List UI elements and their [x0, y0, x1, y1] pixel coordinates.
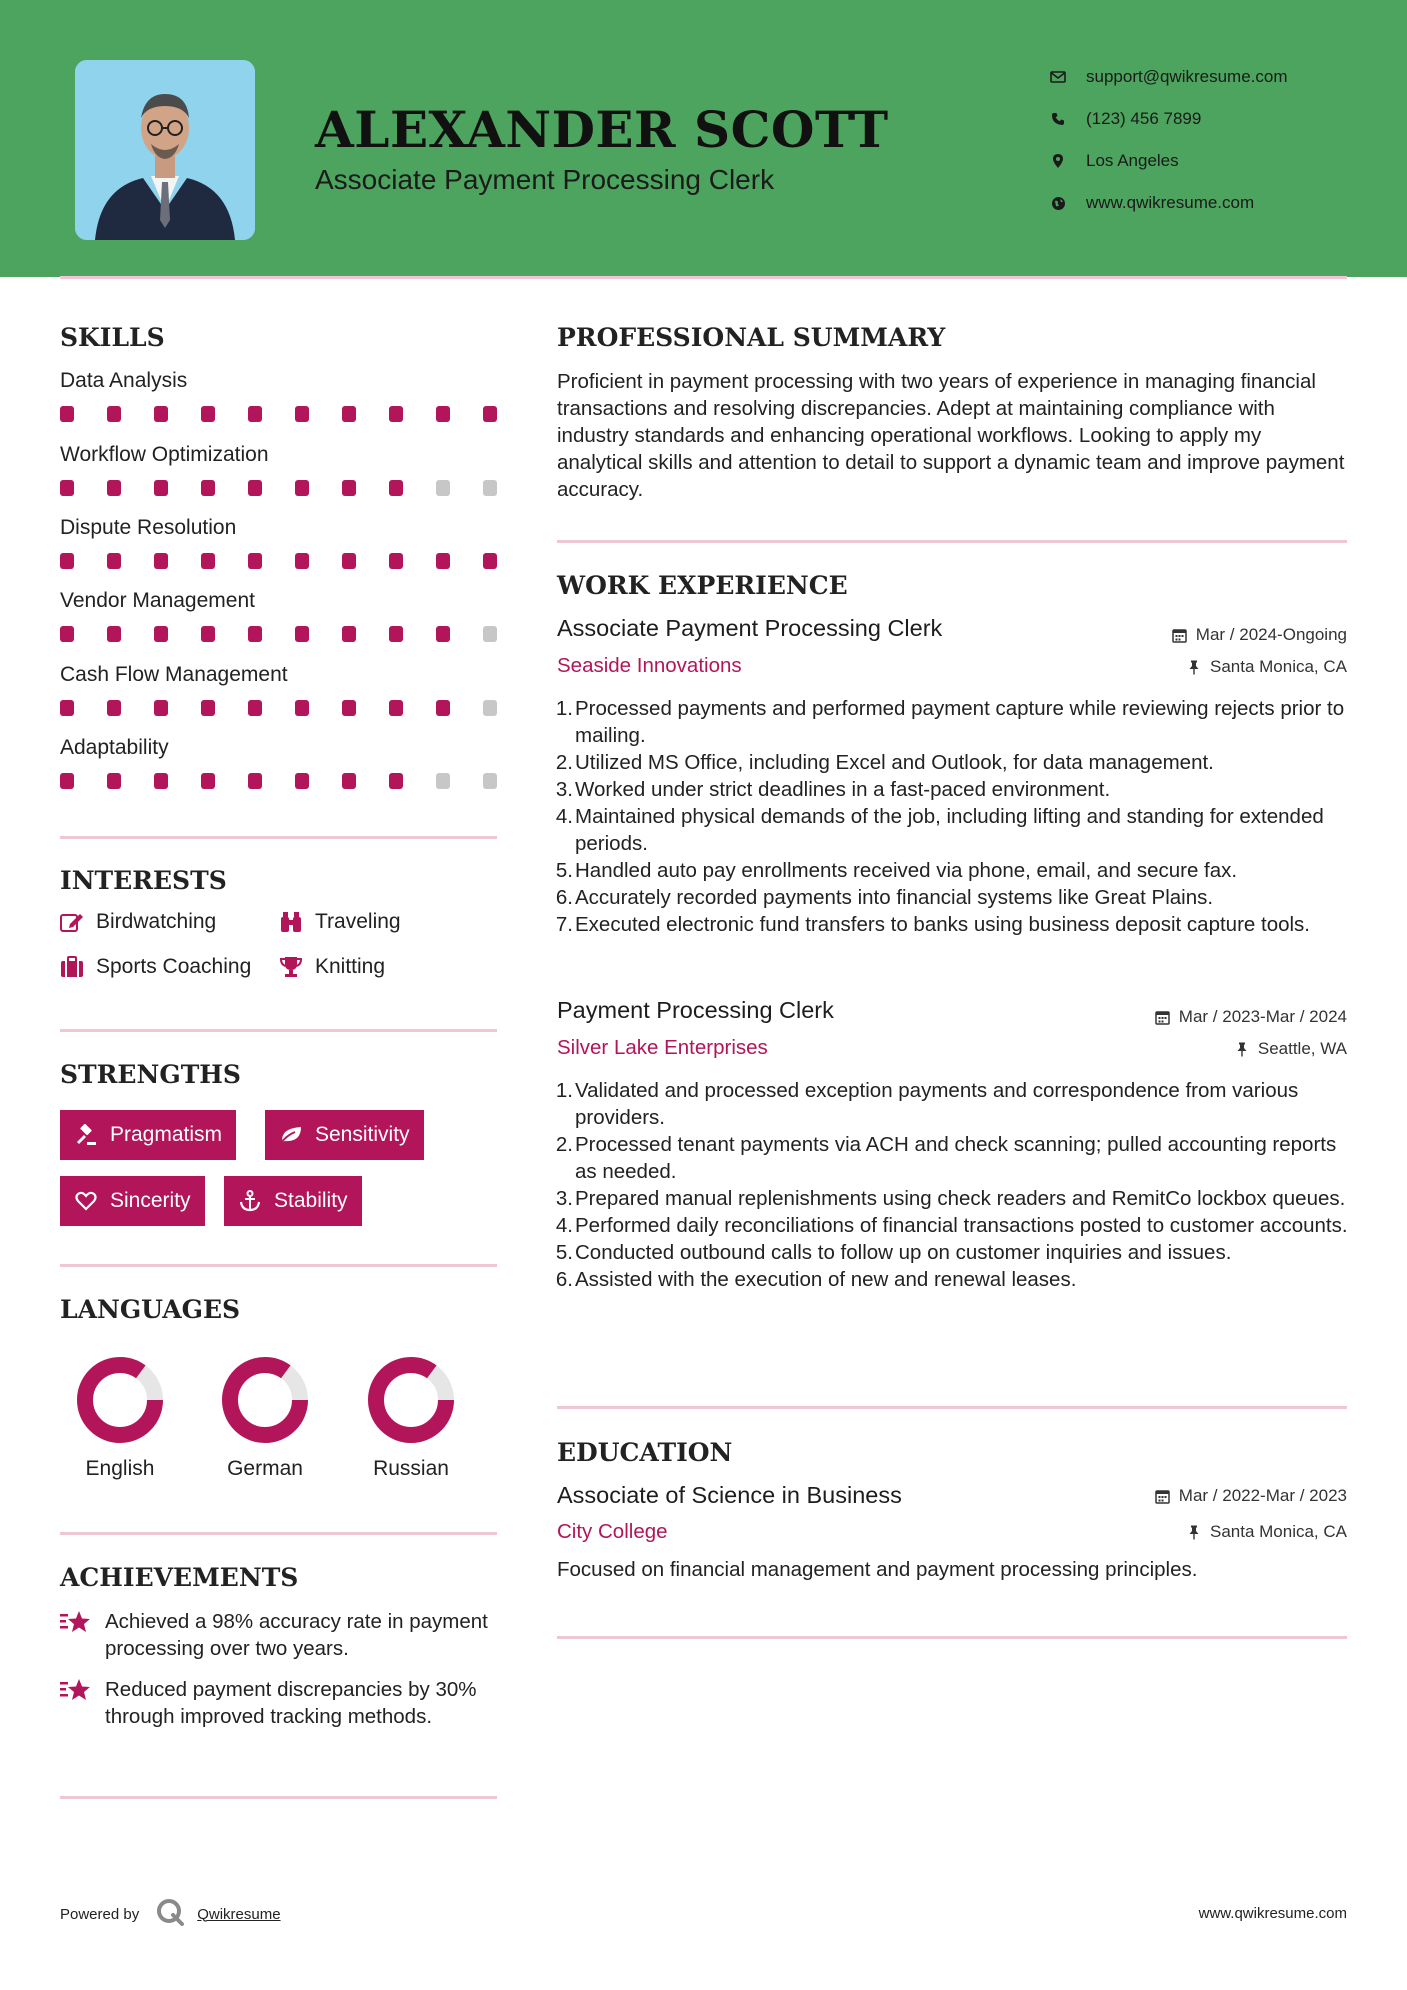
rating-dot-filled — [483, 553, 497, 569]
contact-phone[interactable] — [1050, 98, 1390, 140]
rating-dot-filled — [60, 480, 74, 496]
resume-header — [0, 0, 1407, 277]
section-divider — [60, 836, 497, 839]
achievement-text: Achieved a 98% accuracy rate in payment processing over two years. — [105, 1610, 488, 1660]
summary-text: Proficient in payment processing with two years of experience in managing financial transactions and resolving discrepancies. Adept at maintaining compliance with industry standards and enhancing operational workflows. Looking to apply my analytical skills and attention to detail to support a dynamic team and improve payment accuracy. — [557, 370, 1345, 501]
job-location — [1186, 657, 1347, 677]
interest-label: Birdwatching — [96, 910, 217, 933]
section-divider — [557, 540, 1347, 543]
achievement-item — [60, 1608, 500, 1662]
rating-dot-filled — [389, 553, 403, 569]
language-name: German — [227, 1457, 303, 1480]
section-divider — [557, 1636, 1347, 1639]
job-dates-text: Mar / 2024-Ongoing — [1195, 625, 1347, 644]
rating-dot-filled — [389, 406, 403, 422]
rating-dot-filled — [342, 553, 356, 569]
language-item — [346, 1355, 476, 1481]
job-bullet-text: Worked under strict deadlines in a fast-paced environment. — [575, 778, 1111, 801]
contact-location-text: Los Angeles — [1086, 151, 1179, 170]
calendar-icon — [1172, 627, 1188, 643]
strength-label: Pragmatism — [110, 1123, 223, 1146]
briefcase-icon — [60, 955, 84, 979]
strength-badge — [265, 1110, 424, 1160]
strengths-heading: STRENGTHS — [60, 1060, 241, 1089]
language-ring — [220, 1355, 310, 1445]
job-bullet: 1. Validated and processed exception payments and correspondence from various providers. — [555, 1079, 1299, 1129]
location-icon — [1050, 153, 1066, 169]
job-bullet-text: Maintained physical demands of the job, including lifting and standing for extended periods. — [575, 805, 1324, 855]
interest-item — [60, 955, 251, 979]
experience-heading: WORK EXPERIENCE — [557, 571, 848, 600]
degree-title: Associate of Science in Business — [557, 1482, 902, 1508]
leaf-icon — [279, 1123, 303, 1147]
job-bullets — [557, 1077, 1357, 1293]
skill-rating — [60, 626, 497, 642]
rating-dot-filled — [248, 626, 262, 642]
rating-dot-filled — [295, 406, 309, 422]
education-dates-text: Mar / 2022-Mar / 2023 — [1178, 1486, 1347, 1505]
rating-dot-filled — [436, 553, 450, 569]
rating-dot-filled — [60, 406, 74, 422]
skill-rating — [60, 700, 497, 716]
job-bullet-text: Utilized MS Office, including Excel and Outlook, for data management. — [575, 751, 1214, 774]
rating-dot-filled — [107, 553, 121, 569]
strength-badge — [224, 1176, 362, 1226]
rating-dot-filled — [107, 480, 121, 496]
section-divider — [60, 1264, 497, 1267]
rating-dot-filled — [342, 700, 356, 716]
rating-dot-filled — [107, 406, 121, 422]
skill-name: Vendor Management — [60, 589, 255, 612]
rating-dot-filled — [483, 406, 497, 422]
binoculars-icon — [279, 910, 303, 934]
strength-label: Sincerity — [110, 1189, 191, 1212]
job-bullet: 4. Performed daily reconciliations of financial transactions posted to customer accounts. — [555, 1214, 1348, 1237]
job-bullet: 3. Worked under strict deadlines in a fast-paced environment. — [555, 778, 1111, 801]
achievement-item — [60, 1676, 500, 1730]
rating-dot-empty — [436, 773, 450, 789]
rating-dot-filled — [389, 773, 403, 789]
skill-item — [60, 733, 500, 789]
rating-dot-filled — [389, 700, 403, 716]
rating-dot-filled — [342, 480, 356, 496]
skill-name: Workflow Optimization — [60, 443, 269, 466]
rating-dot-filled — [154, 480, 168, 496]
skill-name: Data Analysis — [60, 369, 188, 392]
job-bullet-text: Handled auto pay enrollments received via phone, email, and secure fax. — [575, 859, 1238, 882]
education-description: Focused on financial management and payment processing principles. — [557, 1558, 1198, 1581]
trophy-icon — [279, 955, 303, 979]
globe-icon — [1050, 195, 1066, 211]
language-ring — [75, 1355, 165, 1445]
qwikresume-link[interactable]: Qwikresume — [197, 1905, 281, 1923]
skill-rating — [60, 480, 497, 496]
profile-photo — [75, 60, 255, 240]
education-location-text: Santa Monica, CA — [1209, 1522, 1347, 1541]
rating-dot-filled — [201, 553, 215, 569]
job-bullet-text: Validated and processed exception payments and correspondence from various providers. — [575, 1079, 1299, 1129]
rating-dot-filled — [295, 553, 309, 569]
section-divider — [60, 1029, 497, 1032]
rating-dot-filled — [60, 626, 74, 642]
interests-heading: INTERESTS — [60, 866, 227, 895]
skill-item — [60, 586, 500, 642]
rating-dot-filled — [389, 626, 403, 642]
contact-email[interactable] — [1050, 56, 1390, 98]
skill-rating — [60, 406, 497, 422]
rating-dot-filled — [342, 626, 356, 642]
rating-dot-filled — [295, 773, 309, 789]
rating-dot-filled — [154, 553, 168, 569]
rating-dot-empty — [483, 626, 497, 642]
rating-dot-filled — [60, 700, 74, 716]
skill-item — [60, 366, 500, 422]
qwikresume-logo-icon — [155, 1897, 185, 1931]
rating-dot-empty — [436, 480, 450, 496]
rating-dot-filled — [248, 480, 262, 496]
skill-name: Cash Flow Management — [60, 663, 288, 686]
interest-item — [60, 910, 216, 934]
rating-dot-filled — [60, 773, 74, 789]
rating-dot-filled — [107, 773, 121, 789]
footer-url[interactable]: www.qwikresume.com — [1198, 1905, 1347, 1922]
job-dates-text: Mar / 2023-Mar / 2024 — [1178, 1007, 1347, 1026]
skill-item — [60, 513, 500, 569]
rating-dot-filled — [248, 700, 262, 716]
rating-dot-filled — [436, 700, 450, 716]
rating-dot-filled — [60, 553, 74, 569]
rating-dot-filled — [248, 553, 262, 569]
contact-email-text: support@qwikresume.com — [1086, 67, 1288, 86]
star-badge-icon — [60, 1676, 92, 1730]
rating-dot-filled — [154, 406, 168, 422]
mail-icon — [1050, 69, 1066, 85]
job-title: Payment Processing Clerk — [557, 997, 834, 1023]
candidate-name: ALEXANDER SCOTT — [315, 100, 889, 159]
language-ring — [366, 1355, 456, 1445]
skill-item — [60, 660, 500, 716]
strength-label: Stability — [274, 1189, 348, 1212]
phone-icon — [1050, 111, 1066, 127]
star-badge-icon — [60, 1608, 92, 1662]
language-name: English — [85, 1457, 155, 1480]
achievement-text: Reduced payment discrepancies by 30% through improved tracking methods. — [105, 1678, 477, 1728]
job-bullet: 1. Processed payments and performed payment capture while reviewing rejects prior to mailing. — [555, 697, 1345, 747]
calendar-icon — [1155, 1488, 1171, 1504]
rating-dot-filled — [201, 406, 215, 422]
language-name: Russian — [373, 1457, 449, 1480]
language-item — [55, 1355, 185, 1481]
job-bullets — [557, 695, 1357, 938]
skill-name: Adaptability — [60, 736, 169, 759]
job-bullet-text: Assisted with the execution of new and renewal leases. — [575, 1268, 1077, 1291]
footer-powered-by — [60, 1897, 281, 1931]
rating-dot-empty — [483, 480, 497, 496]
rating-dot-filled — [154, 700, 168, 716]
job-bullet-text: Prepared manual replenishments using check readers and RemitCo lockbox queues. — [575, 1187, 1346, 1210]
job-bullet: 3. Prepared manual replenishments using check readers and RemitCo lockbox queues. — [555, 1187, 1346, 1210]
language-item — [200, 1355, 330, 1481]
rating-dot-filled — [295, 626, 309, 642]
rating-dot-filled — [295, 700, 309, 716]
strength-badge — [60, 1176, 205, 1226]
summary-heading: PROFESSIONAL SUMMARY — [557, 323, 946, 352]
rating-dot-filled — [248, 773, 262, 789]
education-heading: EDUCATION — [557, 1438, 733, 1467]
skill-rating — [60, 553, 497, 569]
interest-item — [279, 910, 401, 934]
pin-icon — [1186, 1524, 1202, 1540]
job-location — [1234, 1039, 1347, 1059]
achievements-heading: ACHIEVEMENTS — [60, 1563, 299, 1592]
job-bullet-text: Performed daily reconciliations of financial transactions posted to customer accounts. — [575, 1214, 1348, 1237]
section-divider — [60, 1532, 497, 1535]
contact-location — [1050, 140, 1390, 182]
interest-label: Sports Coaching — [96, 955, 252, 978]
rating-dot-filled — [201, 700, 215, 716]
rating-dot-filled — [436, 626, 450, 642]
job-bullet-text: Processed payments and performed payment capture while reviewing rejects prior to mailing. — [575, 697, 1345, 747]
job-bullet: 6. Accurately recorded payments into financial systems like Great Plains. — [555, 886, 1214, 909]
avatar-icon — [75, 60, 255, 240]
job-dates — [1172, 625, 1347, 645]
interest-item — [279, 955, 385, 979]
candidate-title: Associate Payment Processing Clerk — [315, 164, 775, 195]
job-location-text: Santa Monica, CA — [1209, 657, 1347, 676]
skill-item — [60, 440, 500, 496]
job-bullet: 6. Assisted with the execution of new and renewal leases. — [555, 1268, 1077, 1291]
job-bullet: 2. Utilized MS Office, including Excel and Outlook, for data management. — [555, 751, 1214, 774]
calendar-icon — [1155, 1009, 1171, 1025]
company-name: Seaside Innovations — [557, 654, 742, 677]
rating-dot-empty — [483, 773, 497, 789]
rating-dot-filled — [436, 406, 450, 422]
strength-badge — [60, 1110, 236, 1160]
job-bullet: 5. Handled auto pay enrollments received via phone, email, and secure fax. — [555, 859, 1238, 882]
rating-dot-filled — [107, 626, 121, 642]
rating-dot-filled — [295, 480, 309, 496]
skill-name: Dispute Resolution — [60, 516, 237, 539]
interest-label: Knitting — [315, 955, 386, 978]
interest-label: Traveling — [315, 910, 401, 933]
rating-dot-filled — [342, 773, 356, 789]
anchor-icon — [238, 1189, 262, 1213]
education-location — [1186, 1522, 1347, 1542]
skills-heading: SKILLS — [60, 323, 165, 352]
rating-dot-filled — [342, 406, 356, 422]
job-bullet: 4. Maintained physical demands of the job, including lifting and standing for extended periods. — [555, 805, 1324, 855]
rating-dot-filled — [389, 480, 403, 496]
contact-website[interactable] — [1050, 182, 1390, 224]
job-dates — [1155, 1007, 1347, 1027]
section-divider — [557, 1406, 1347, 1409]
job-bullet-text: Processed tenant payments via ACH and check scanning; pulled accounting reports as needed. — [575, 1133, 1337, 1183]
strength-label: Sensitivity — [315, 1123, 410, 1146]
rating-dot-filled — [154, 773, 168, 789]
rating-dot-filled — [154, 626, 168, 642]
rating-dot-filled — [201, 626, 215, 642]
job-bullet-text: Conducted outbound calls to follow up on customer inquiries and issues. — [575, 1241, 1232, 1264]
languages-heading: LANGUAGES — [60, 1295, 241, 1324]
job-bullet: 5. Conducted outbound calls to follow up on customer inquiries and issues. — [555, 1241, 1232, 1264]
rating-dot-filled — [248, 406, 262, 422]
section-divider — [60, 1796, 497, 1799]
rating-dot-filled — [201, 773, 215, 789]
contact-list — [1050, 56, 1390, 224]
job-location-text: Seattle, WA — [1257, 1039, 1347, 1058]
gavel-icon — [74, 1123, 98, 1147]
job-bullet-text: Executed electronic fund transfers to banks using business deposit capture tools. — [575, 913, 1311, 936]
rating-dot-filled — [201, 480, 215, 496]
powered-by-text: Powered by — [60, 1905, 140, 1923]
job-bullet: 7. Executed electronic fund transfers to banks using business deposit capture tools. — [555, 913, 1311, 936]
skill-rating — [60, 773, 497, 789]
pencil-icon — [60, 910, 84, 934]
pin-icon — [1234, 1041, 1250, 1057]
contact-phone-text: (123) 456 7899 — [1086, 109, 1202, 128]
rating-dot-empty — [483, 700, 497, 716]
header-divider — [60, 276, 1347, 279]
job-bullet: 2. Processed tenant payments via ACH and check scanning; pulled accounting reports as needed. — [555, 1133, 1337, 1183]
company-name: Silver Lake Enterprises — [557, 1036, 768, 1059]
heart-icon — [74, 1189, 98, 1213]
job-title: Associate Payment Processing Clerk — [557, 615, 943, 641]
education-dates — [1155, 1486, 1347, 1506]
pin-icon — [1186, 659, 1202, 675]
job-bullet-text: Accurately recorded payments into financial systems like Great Plains. — [575, 886, 1214, 909]
school-name: City College — [557, 1520, 668, 1543]
rating-dot-filled — [107, 700, 121, 716]
contact-website-text: www.qwikresume.com — [1086, 193, 1255, 212]
